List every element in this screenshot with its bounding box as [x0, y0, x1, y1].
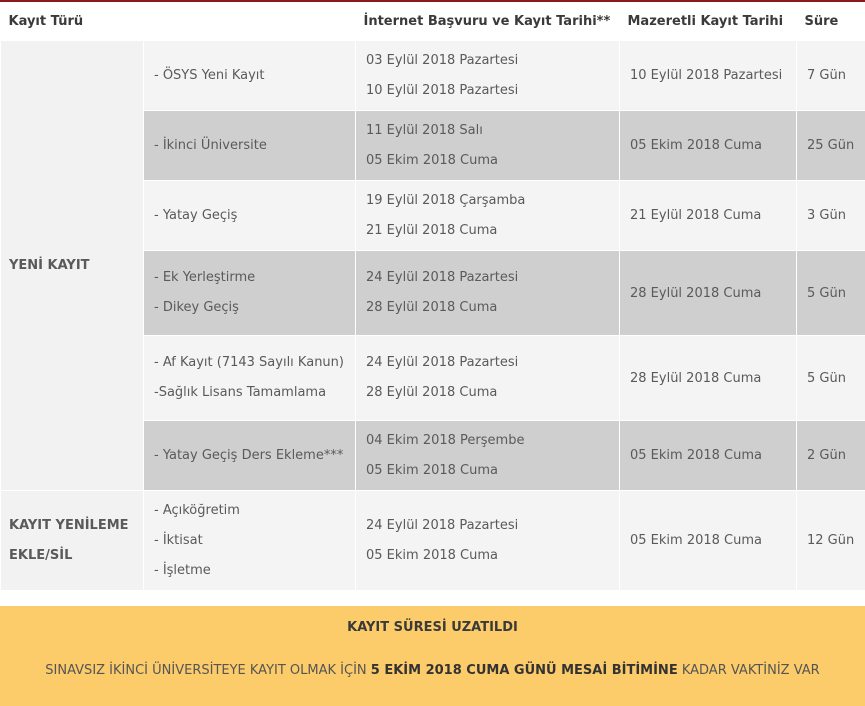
banner-text-before: SINAVSIZ İKİNCİ ÜNİVERSİTEYE KAYIT OLMAK İÇİN — [45, 663, 371, 678]
group-label: KAYIT YENİLEME — [9, 517, 129, 533]
registration-type-cell — [144, 491, 356, 591]
type-item: - İktisat — [154, 532, 203, 548]
date-end: 05 Ekim 2018 Cuma — [366, 462, 498, 478]
group-yeni-kayit — [1, 41, 144, 491]
table-header-row — [1, 2, 865, 41]
duration-cell: 25 Gün — [797, 111, 865, 181]
date-end: 28 Eylül 2018 Cuma — [366, 385, 498, 400]
type-item: - İşletme — [154, 562, 211, 578]
online-date-cell — [356, 421, 620, 491]
online-date-cell — [356, 251, 620, 336]
excuse-date-cell: 10 Eylül 2018 Pazartesi — [620, 41, 797, 111]
type-item: - Ek Yerleştirme — [154, 270, 256, 285]
registration-table — [0, 2, 865, 591]
excuse-date-cell: 05 Ekim 2018 Cuma — [620, 421, 797, 491]
extension-notice-banner — [0, 606, 865, 706]
type-item: - Dikey Geçiş — [154, 300, 239, 315]
registration-type-cell — [144, 41, 356, 111]
banner-title: KAYIT SÜRESİ UZATILDI — [347, 620, 518, 635]
date-start: 04 Ekim 2018 Perşembe — [366, 432, 525, 448]
excuse-date-cell: 28 Eylül 2018 Cuma — [620, 336, 797, 421]
date-start: 24 Eylül 2018 Pazartesi — [366, 270, 519, 285]
registration-type-cell — [144, 251, 356, 336]
duration-cell: 2 Gün — [797, 421, 865, 491]
type-item: - Açıköğretim — [154, 502, 240, 518]
excuse-date-cell: 28 Eylül 2018 Cuma — [620, 251, 797, 336]
date-end: 28 Eylül 2018 Cuma — [366, 300, 498, 315]
registration-type-cell — [144, 181, 356, 251]
excuse-date-cell: 05 Ekim 2018 Cuma — [620, 111, 797, 181]
table-row — [1, 491, 865, 591]
duration-cell: 7 Gün — [797, 41, 865, 111]
excuse-date-cell: 05 Ekim 2018 Cuma — [620, 491, 797, 591]
type-item: - ÖSYS Yeni Kayıt — [154, 67, 265, 83]
online-date-cell — [356, 491, 620, 591]
date-start: 24 Eylül 2018 Pazartesi — [366, 355, 519, 370]
online-date-cell — [356, 111, 620, 181]
type-item: - İkinci Üniversite — [154, 137, 267, 153]
duration-cell: 5 Gün — [797, 336, 865, 421]
group-kayit-yenileme — [1, 491, 144, 591]
date-start: 11 Eylül 2018 Salı — [366, 122, 483, 138]
header-empty — [144, 2, 356, 41]
duration-cell: 12 Gün — [797, 491, 865, 591]
duration-cell: 5 Gün — [797, 251, 865, 336]
online-date-cell — [356, 181, 620, 251]
header-registration-type: Kayıt Türü — [1, 2, 144, 41]
banner-text-after: KADAR VAKTİNİZ VAR — [677, 663, 820, 678]
registration-type-cell — [144, 336, 356, 421]
group-label: YENİ KAYIT — [9, 257, 90, 273]
excuse-date-cell: 21 Eylül 2018 Cuma — [620, 181, 797, 251]
header-duration: Süre — [797, 2, 865, 41]
type-item: - Yatay Geçiş Ders Ekleme*** — [154, 447, 344, 463]
duration-cell: 3 Gün — [797, 181, 865, 251]
banner-message — [0, 663, 865, 678]
table-row — [1, 41, 865, 111]
online-date-cell — [356, 41, 620, 111]
date-start: 03 Eylül 2018 Pazartesi — [366, 52, 519, 68]
type-item: -Sağlık Lisans Tamamlama — [154, 385, 327, 400]
header-online-dates: İnternet Başvuru ve Kayıt Tarihi** — [356, 2, 620, 41]
online-date-cell — [356, 336, 620, 421]
date-end: 21 Eylül 2018 Cuma — [366, 222, 498, 238]
group-label: EKLE/SİL — [9, 547, 73, 563]
date-start: 24 Eylül 2018 Pazartesi — [366, 517, 519, 533]
date-end: 10 Eylül 2018 Pazartesi — [366, 82, 519, 98]
header-excuse-date: Mazeretli Kayıt Tarihi — [620, 2, 797, 41]
banner-text-bold: 5 EKİM 2018 CUMA GÜNÜ MESAİ BİTİMİNE — [370, 663, 678, 678]
date-end: 05 Ekim 2018 Cuma — [366, 547, 498, 563]
date-start: 19 Eylül 2018 Çarşamba — [366, 192, 526, 208]
registration-type-cell — [144, 111, 356, 181]
date-end: 05 Ekim 2018 Cuma — [366, 152, 498, 168]
registration-type-cell — [144, 421, 356, 491]
type-item: - Af Kayıt (7143 Sayılı Kanun) — [154, 355, 344, 370]
type-item: - Yatay Geçiş — [154, 207, 238, 223]
